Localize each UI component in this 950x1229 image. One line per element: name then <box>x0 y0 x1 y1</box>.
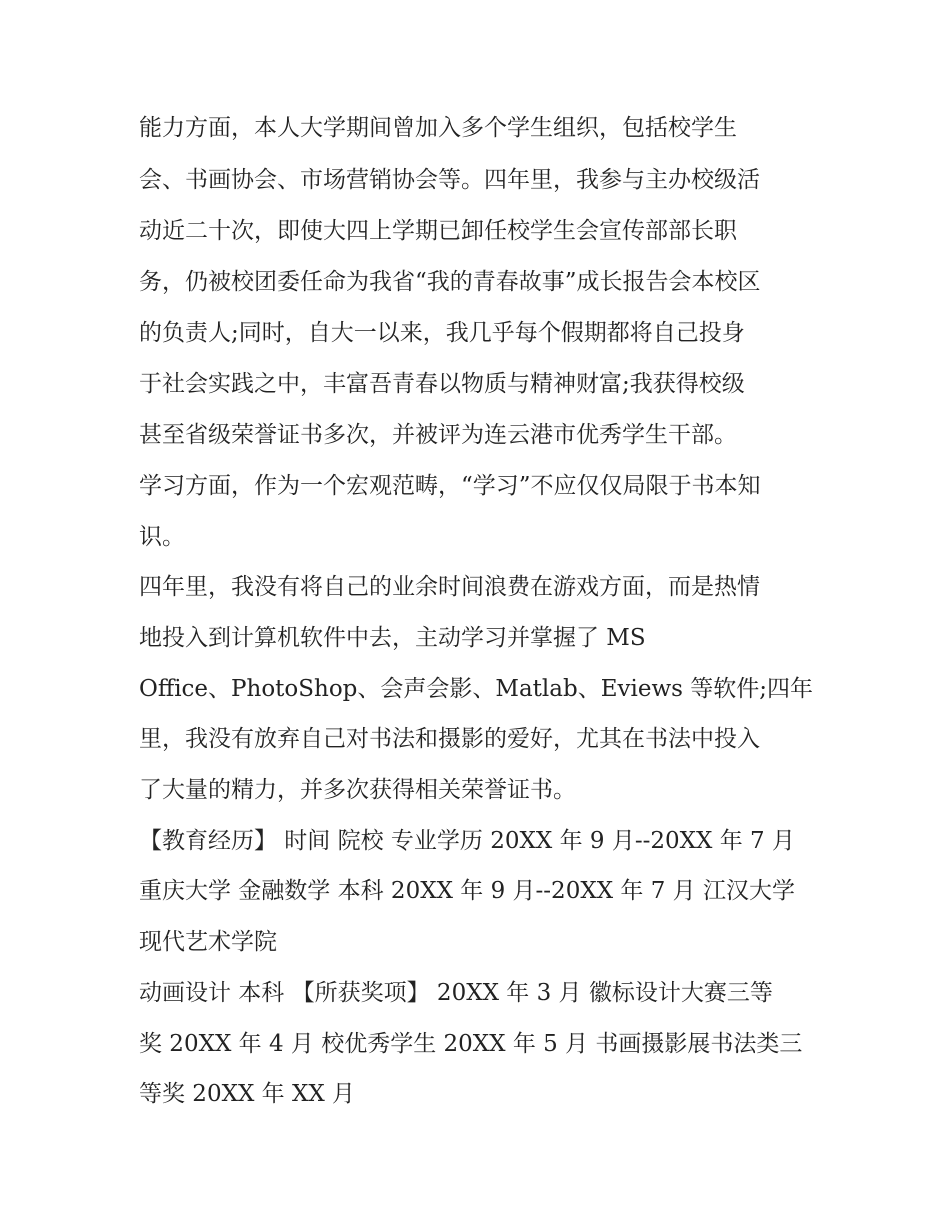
text-line-15: 【教育经历】 时间 院校 专业学历 20XX 年 9 月--20XX 年 7 月 <box>139 828 795 854</box>
text-line-19: 奖 20XX 年 4 月 校优秀学生 20XX 年 5 月 书画摄影展书法类三 <box>139 1031 803 1057</box>
text-line-20: 等奖 20XX 年 XX 月 <box>139 1081 356 1107</box>
text-line-10: 四年里，我没有将自己的业余时间浪费在游戏方面，而是热情 <box>139 574 760 600</box>
text-line-5: 的负责人;同时，自大一以来，我几乎每个假期都将自己投身 <box>139 320 745 346</box>
text-line-8: 学习方面，作为一个宏观范畴，“学习”不应仅仅局限于书本知 <box>139 473 761 499</box>
text-line-14: 了大量的精力，并多次获得相关荣誉证书。 <box>139 777 576 803</box>
text-line-16: 重庆大学 金融数学 本科 20XX 年 9 月--20XX 年 7 月 江汉大学 <box>139 878 795 904</box>
text-line-18: 动画设计 本科 【所获奖项】 20XX 年 3 月 徽标设计大赛三等 <box>139 980 773 1006</box>
text-line-7: 甚至省级荣誉证书多次，并被评为连云港市优秀学生干部。 <box>139 422 737 448</box>
text-line-11: 地投入到计算机软件中去，主动学习并掌握了 MS <box>139 625 646 651</box>
text-line-3: 动近二十次，即使大四上学期已卸任校学生会宣传部部长职 <box>139 218 737 244</box>
text-line-4: 务，仍被校团委任命为我省“我的青春故事”成长报告会本校区 <box>139 269 761 295</box>
text-line-13: 里，我没有放弃自己对书法和摄影的爱好，尤其在书法中投入 <box>139 726 760 752</box>
text-line-9: 识。 <box>139 524 185 550</box>
text-line-12: Office、PhotoShop、会声会影、Matlab、Eviews 等软件;四年 <box>139 676 814 702</box>
text-line-2: 会、书画协会、市场营销协会等。四年里，我参与主办校级活 <box>139 167 760 193</box>
text-line-17: 现代艺术学院 <box>139 929 277 955</box>
text-line-1: 能力方面，本人大学期间曾加入多个学生组织，包括校学生 <box>139 115 737 141</box>
text-line-6: 于社会实践之中，丰富吾青春以物质与精神财富;我获得校级 <box>139 371 745 397</box>
